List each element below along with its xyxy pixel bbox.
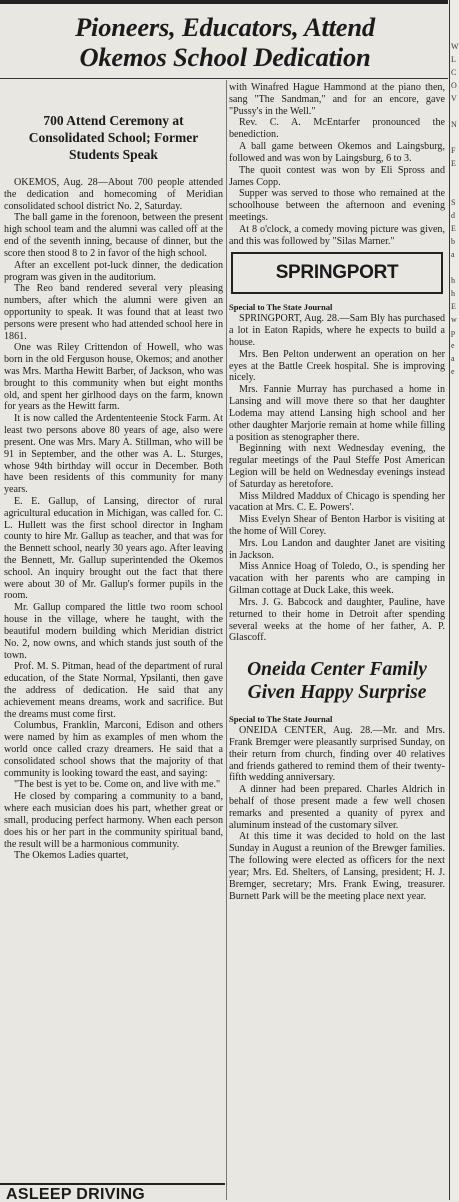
article-subhead: 700 Attend Ceremony at Consolidated School; Former Students Speak xyxy=(28,113,199,162)
bottom-rule xyxy=(0,1183,225,1185)
article-paragraph: The Reo band rendered several very pleasing numbers, after which the alumni were given an opportunity to speak. It was found that at least two persons were present who had attended school here in 1861. xyxy=(4,283,223,342)
left-column xyxy=(4,86,223,862)
news-paragraph: Miss Evelyn Shear of Benton Harbor is visiting at the home of Will Corey. xyxy=(229,514,445,537)
news-paragraph: SPRINGPORT, Aug. 28.—Sam Bly has purchased a lot in Eaton Rapids, where he expects to build a house. xyxy=(229,313,445,348)
article-paragraph: After an excellent pot-luck dinner, the dedication program was given in the auditorium. xyxy=(4,259,223,283)
article-body xyxy=(4,177,223,862)
oneida-byline: Special to The State Journal xyxy=(229,714,333,725)
article-paragraph: with Winafred Hague Hammond at the piano then, sang "The Sandman," and for an encore, gave "Pussy's in the Well." xyxy=(229,82,445,117)
headline-line-2: Okemos School Dedication xyxy=(79,42,371,72)
news-paragraph: Mrs. Ben Pelton underwent an operation on her eyes at the Battle Creek hospital. She is improving nicely. xyxy=(229,348,445,384)
article-paragraph: At 8 o'clock, a comedy moving picture was given, and this was followed by "Silas Marner." xyxy=(229,223,445,247)
headline-rule xyxy=(0,78,448,79)
article-continued xyxy=(229,82,445,247)
article-paragraph: "The best is yet to be. Come on, and live with me." xyxy=(14,779,221,791)
news-paragraph: A dinner had been prepared. Charles Aldrich in behalf of those present made a few well chosen remarks and presented a quanity of pyrex and aluminum instead of the customary silver. xyxy=(229,784,445,831)
article-paragraph: Columbus, Franklin, Marconi, Edison and others were named by him as examples of men whom the world once called crazy dreamers. He said that a consolidated school shows that the majority of that community is looking toward the east, and saying: xyxy=(4,720,223,779)
article-paragraph: It is now called the Ardententeenie Stock Farm. At least two persons above 80 years of age, also were present. One was Mrs. Mary A. Stillman, who will be 91 in September, and the other was A. L. Sturges, whose 94th birthday will occur in December. Both have been residents of this community for many years. xyxy=(4,413,223,496)
article-paragraph: Rev. C. A. McEntarfer pronounced the benediction. xyxy=(229,117,445,141)
news-paragraph: At this time it was decided to hold on the last Sunday in August a reunion of the Brewger families. The following were elected as officers for the next year; Mrs. Ed. Shelters, of Lansing, president; H. J. Bremger, secretary; Mrs. Frank Ewing, treasurer. Burnett Park will be the meeting place next year. xyxy=(229,831,445,902)
article-paragraph: E. E. Gallup, of Lansing, director of rural agricultural education in Michigan, was called for. C. L. Hullett was the first school director in Ingham county to hire Mr. Gallup as teacher, and that was for the Bennett school, nearly 30 years ago. After leaving the Bennett, Mr. Gallup superintended the Okemos school. An inquiry brought out the fact that there were about 30 of Mr. Gallup's former pupils in the room. xyxy=(4,495,223,602)
news-paragraph: Beginning with next Wednesday evening, the regular meetings of the Paul Steffe Post American Legion will be held on Wednesday evenings instead of Saturday as heretofore. xyxy=(229,443,445,490)
article-paragraph: Prof. M. S. Pitman, head of the department of rural education, of the State Normal, Ypsilanti, then gave the address of dedication. He said that any achievement means dreams, work and sacrifice. But the dreams must come first. xyxy=(4,661,223,720)
article-paragraph: The ball game in the forenoon, between the present high school team and the alumni was called off at the end of the seventh inning, because of dinner, but the score then stood 8 to 2 in favor of the high school. xyxy=(4,212,223,259)
article-paragraph: He closed by comparing a community to a band, where each musician does his part, whether great or small, producing perfect harmony. When each person does his or her part in the community spiritual band, the result will be a harmonious community. xyxy=(4,791,223,850)
springport-body xyxy=(229,313,445,644)
adjacent-column-fragments: W L C O V N F E S d E b a h h E w p e a e xyxy=(451,42,459,376)
news-paragraph: Miss Mildred Maddux of Chicago is spending her vacation at Mrs. C. E. Powers'. xyxy=(229,490,445,514)
article-paragraph: One was Riley Crittendon of Howell, who was born in the old Ferguson house, Okemos; and another was Mrs. Martha Hewitt Barber, of Jackson, who was brought to this community when but eight months old, and spent her girlhood days on the farm, known for years as the Hewitt farm. xyxy=(4,342,223,413)
oneida-heading xyxy=(229,658,445,704)
news-paragraph: Miss Annice Hoag of Toledo, O., is spending her vacation with her parents who are camping in Gilman cottage at Duck Lake, this week. xyxy=(229,561,445,597)
article-paragraph: OKEMOS, Aug. 28—About 700 people attended the dedication and homecoming of Meridian consolidated school district No. 2, Saturday. xyxy=(4,177,223,212)
article-paragraph: A ball game between Okemos and Laingsburg, followed and was won by Laingsburg, 6 to 3. xyxy=(229,141,445,164)
article-paragraph: The Okemos Ladies quartet, xyxy=(14,850,129,862)
column-rule xyxy=(226,80,227,1200)
oneida-body xyxy=(229,725,445,902)
right-column xyxy=(229,82,445,902)
main-headline xyxy=(4,12,446,72)
news-paragraph: Mrs. Lou Landon and daughter Janet are visiting in Jackson. xyxy=(229,537,445,561)
oneida-heading-line-1: Oneida Center Family xyxy=(247,659,427,681)
springport-heading: SPRINGPORT xyxy=(231,252,443,294)
top-rule xyxy=(0,0,448,4)
bottom-headline: ASLEEP DRIVING xyxy=(6,1186,146,1202)
article-paragraph: Supper was served to those who remained at the schoolhouse between the afternoon and evening meetings. xyxy=(229,188,445,223)
news-paragraph: Mrs. J. G. Babcock and daughter, Pauline, have returned to their home in Detroit after spending several weeks at the home of her father, A. P. Glascoff. xyxy=(229,596,445,644)
news-paragraph: ONEIDA CENTER, Aug. 28.—Mr. and Mrs. Frank Bremger were pleasantly surprised Sunday, on their return from church, finding over 40 relatives and friends gathered to remind them of their twenty-fifth wedding anniversary. xyxy=(229,725,445,784)
springport-byline: Special to The State Journal xyxy=(229,302,333,313)
article-paragraph: Mr. Gallup compared the little two room school house in the village, where he taught, with the beautiful modern building which Meridian district No. 2, now owns, and which stands just south of the town. xyxy=(4,602,223,661)
oneida-heading-line-2: Given Happy Surprise xyxy=(247,682,427,704)
news-paragraph: Mrs. Fannie Murray has purchased a home in Lansing and will move there so that her daughter Lodema may attend Lansing high school and her other daughter Marjorie remain at home while filling a position as stenographer there. xyxy=(229,384,445,443)
headline-line-1: Pioneers, Educators, Attend xyxy=(75,12,375,42)
article-paragraph: The quoit contest was won by Eli Spross and James Copp. xyxy=(229,164,445,188)
